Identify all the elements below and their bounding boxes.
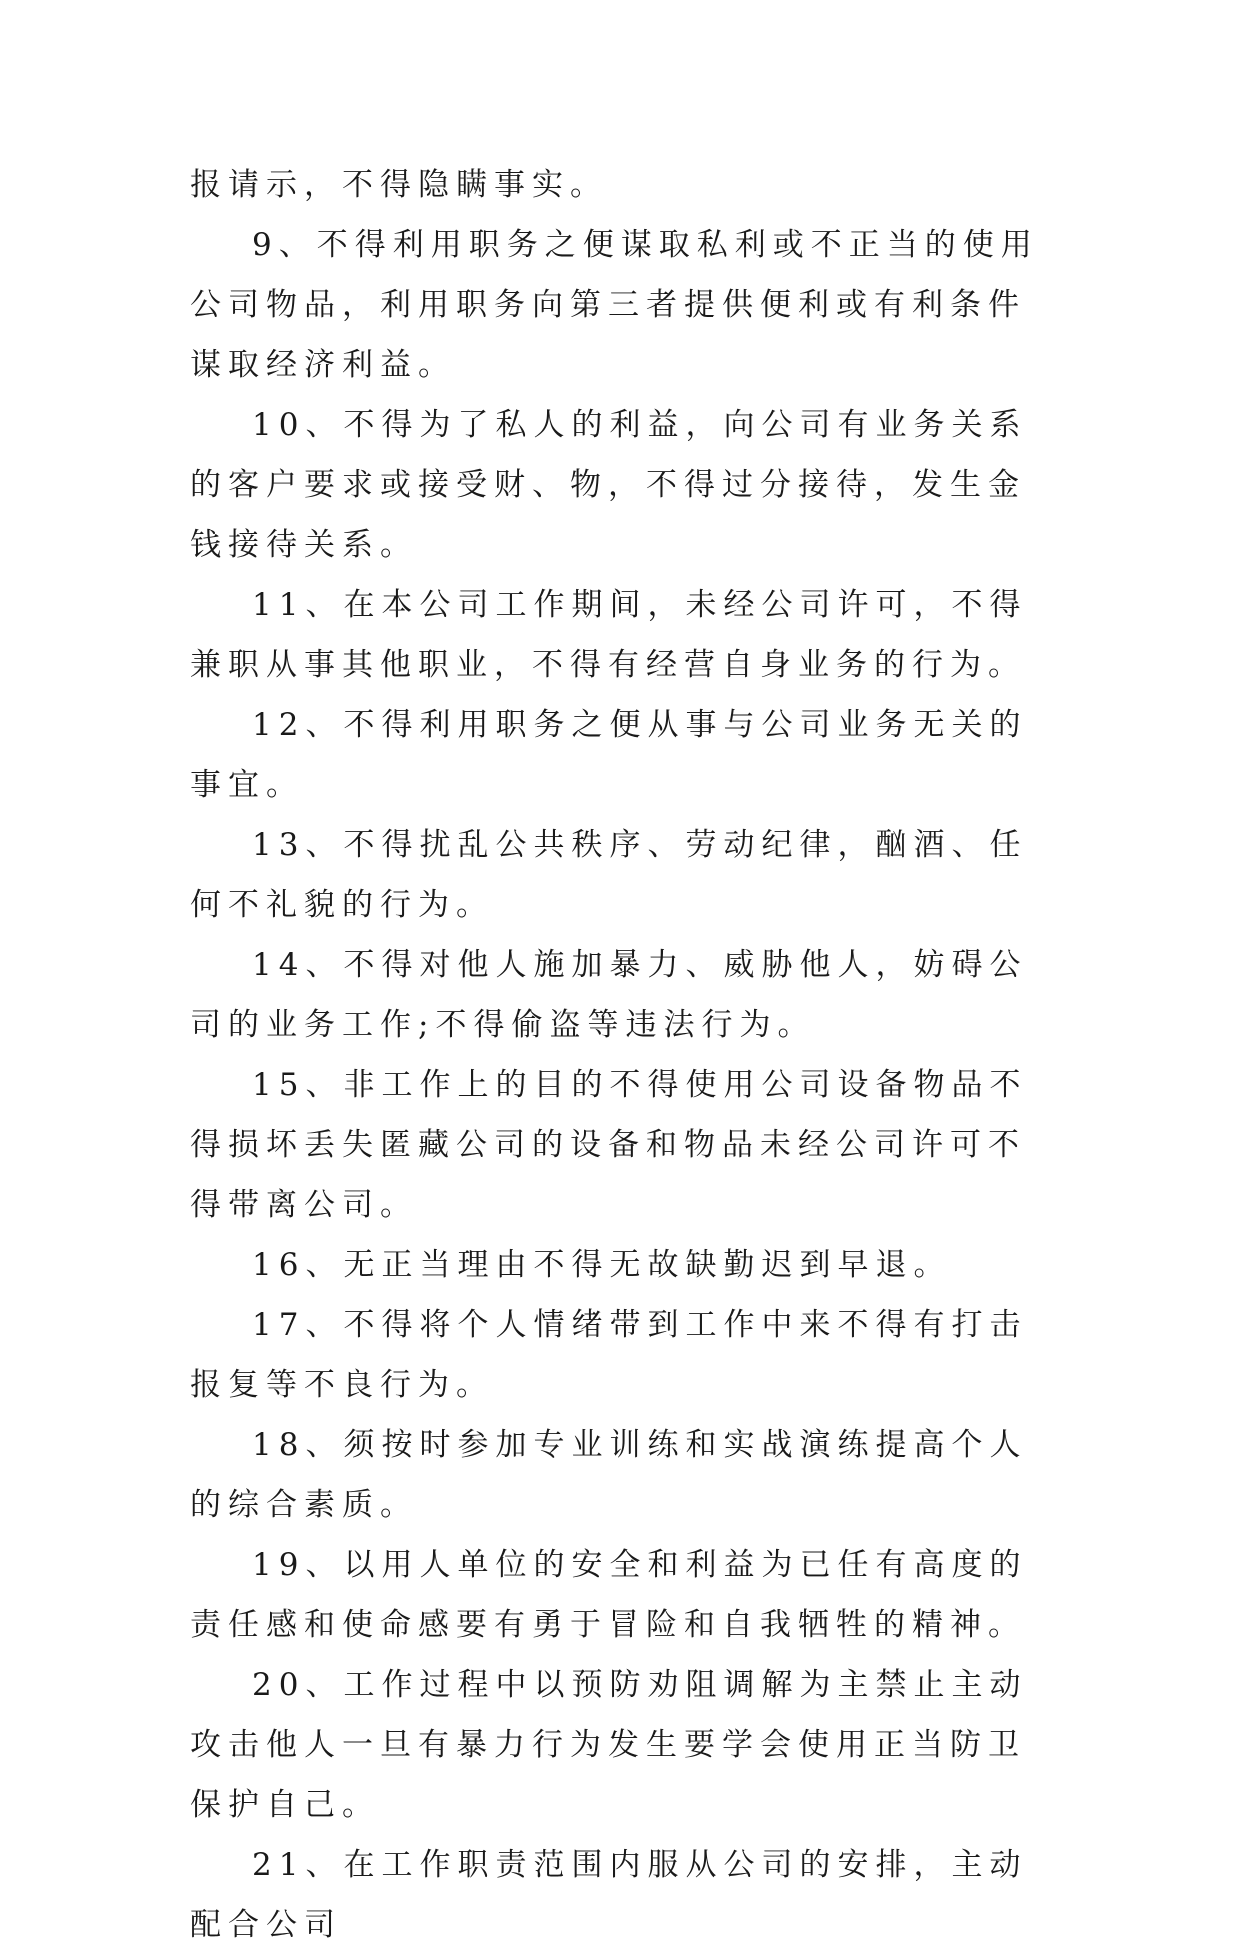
paragraph-rule-9: 9、不得利用职务之便谋取私利或不正当的使用公司物品，利用职务向第三者提供便利或有利条件谋取经济利益。: [190, 227, 1039, 383]
paragraph-rule-13: 13、不得扰乱公共秩序、劳动纪律，酗酒、任何不礼貌的行为。: [190, 827, 1028, 923]
document-body: [190, 155, 1060, 1955]
paragraph-rule-11: 11、在本公司工作期间，未经公司许可，不得兼职从事其他职业，不得有经营自身业务的行为。: [190, 587, 1028, 683]
paragraph-continuation: 报请示，不得隐瞒事实。: [190, 167, 608, 203]
paragraph-rule-14: 14、不得对他人施加暴力、威胁他人，妨碍公司的业务工作;不得偷盗等违法行为。: [190, 947, 1028, 1043]
paragraph-rule-15: 15、非工作上的目的不得使用公司设备物品不得损坏丢失匿藏公司的设备和物品未经公司许可不得带离公司。: [190, 1067, 1028, 1223]
paragraph-rule-19: 19、以用人单位的安全和利益为已任有高度的责任感和使命感要有勇于冒险和自我牺牲的精神。: [190, 1547, 1028, 1643]
paragraph-rule-18: 18、须按时参加专业训练和实战演练提高个人的综合素质。: [190, 1427, 1028, 1523]
paragraph-rule-20: 20、工作过程中以预防劝阻调解为主禁止主动攻击他人一旦有暴力行为发生要学会使用正当防卫保护自己。: [190, 1667, 1028, 1823]
paragraph-rule-10: 10、不得为了私人的利益，向公司有业务关系的客户要求或接受财、物，不得过分接待，发生金钱接待关系。: [190, 407, 1028, 563]
paragraph-rule-21: 21、在工作职责范围内服从公司的安排，主动配合公司: [190, 1847, 1028, 1943]
paragraph-rule-17: 17、不得将个人情绪带到工作中来不得有打击报复等不良行为。: [190, 1307, 1028, 1403]
paragraph-rule-12: 12、不得利用职务之便从事与公司业务无关的事宜。: [190, 707, 1028, 803]
paragraph-rule-16: 16、无正当理由不得无故缺勤迟到早退。: [252, 1247, 952, 1283]
